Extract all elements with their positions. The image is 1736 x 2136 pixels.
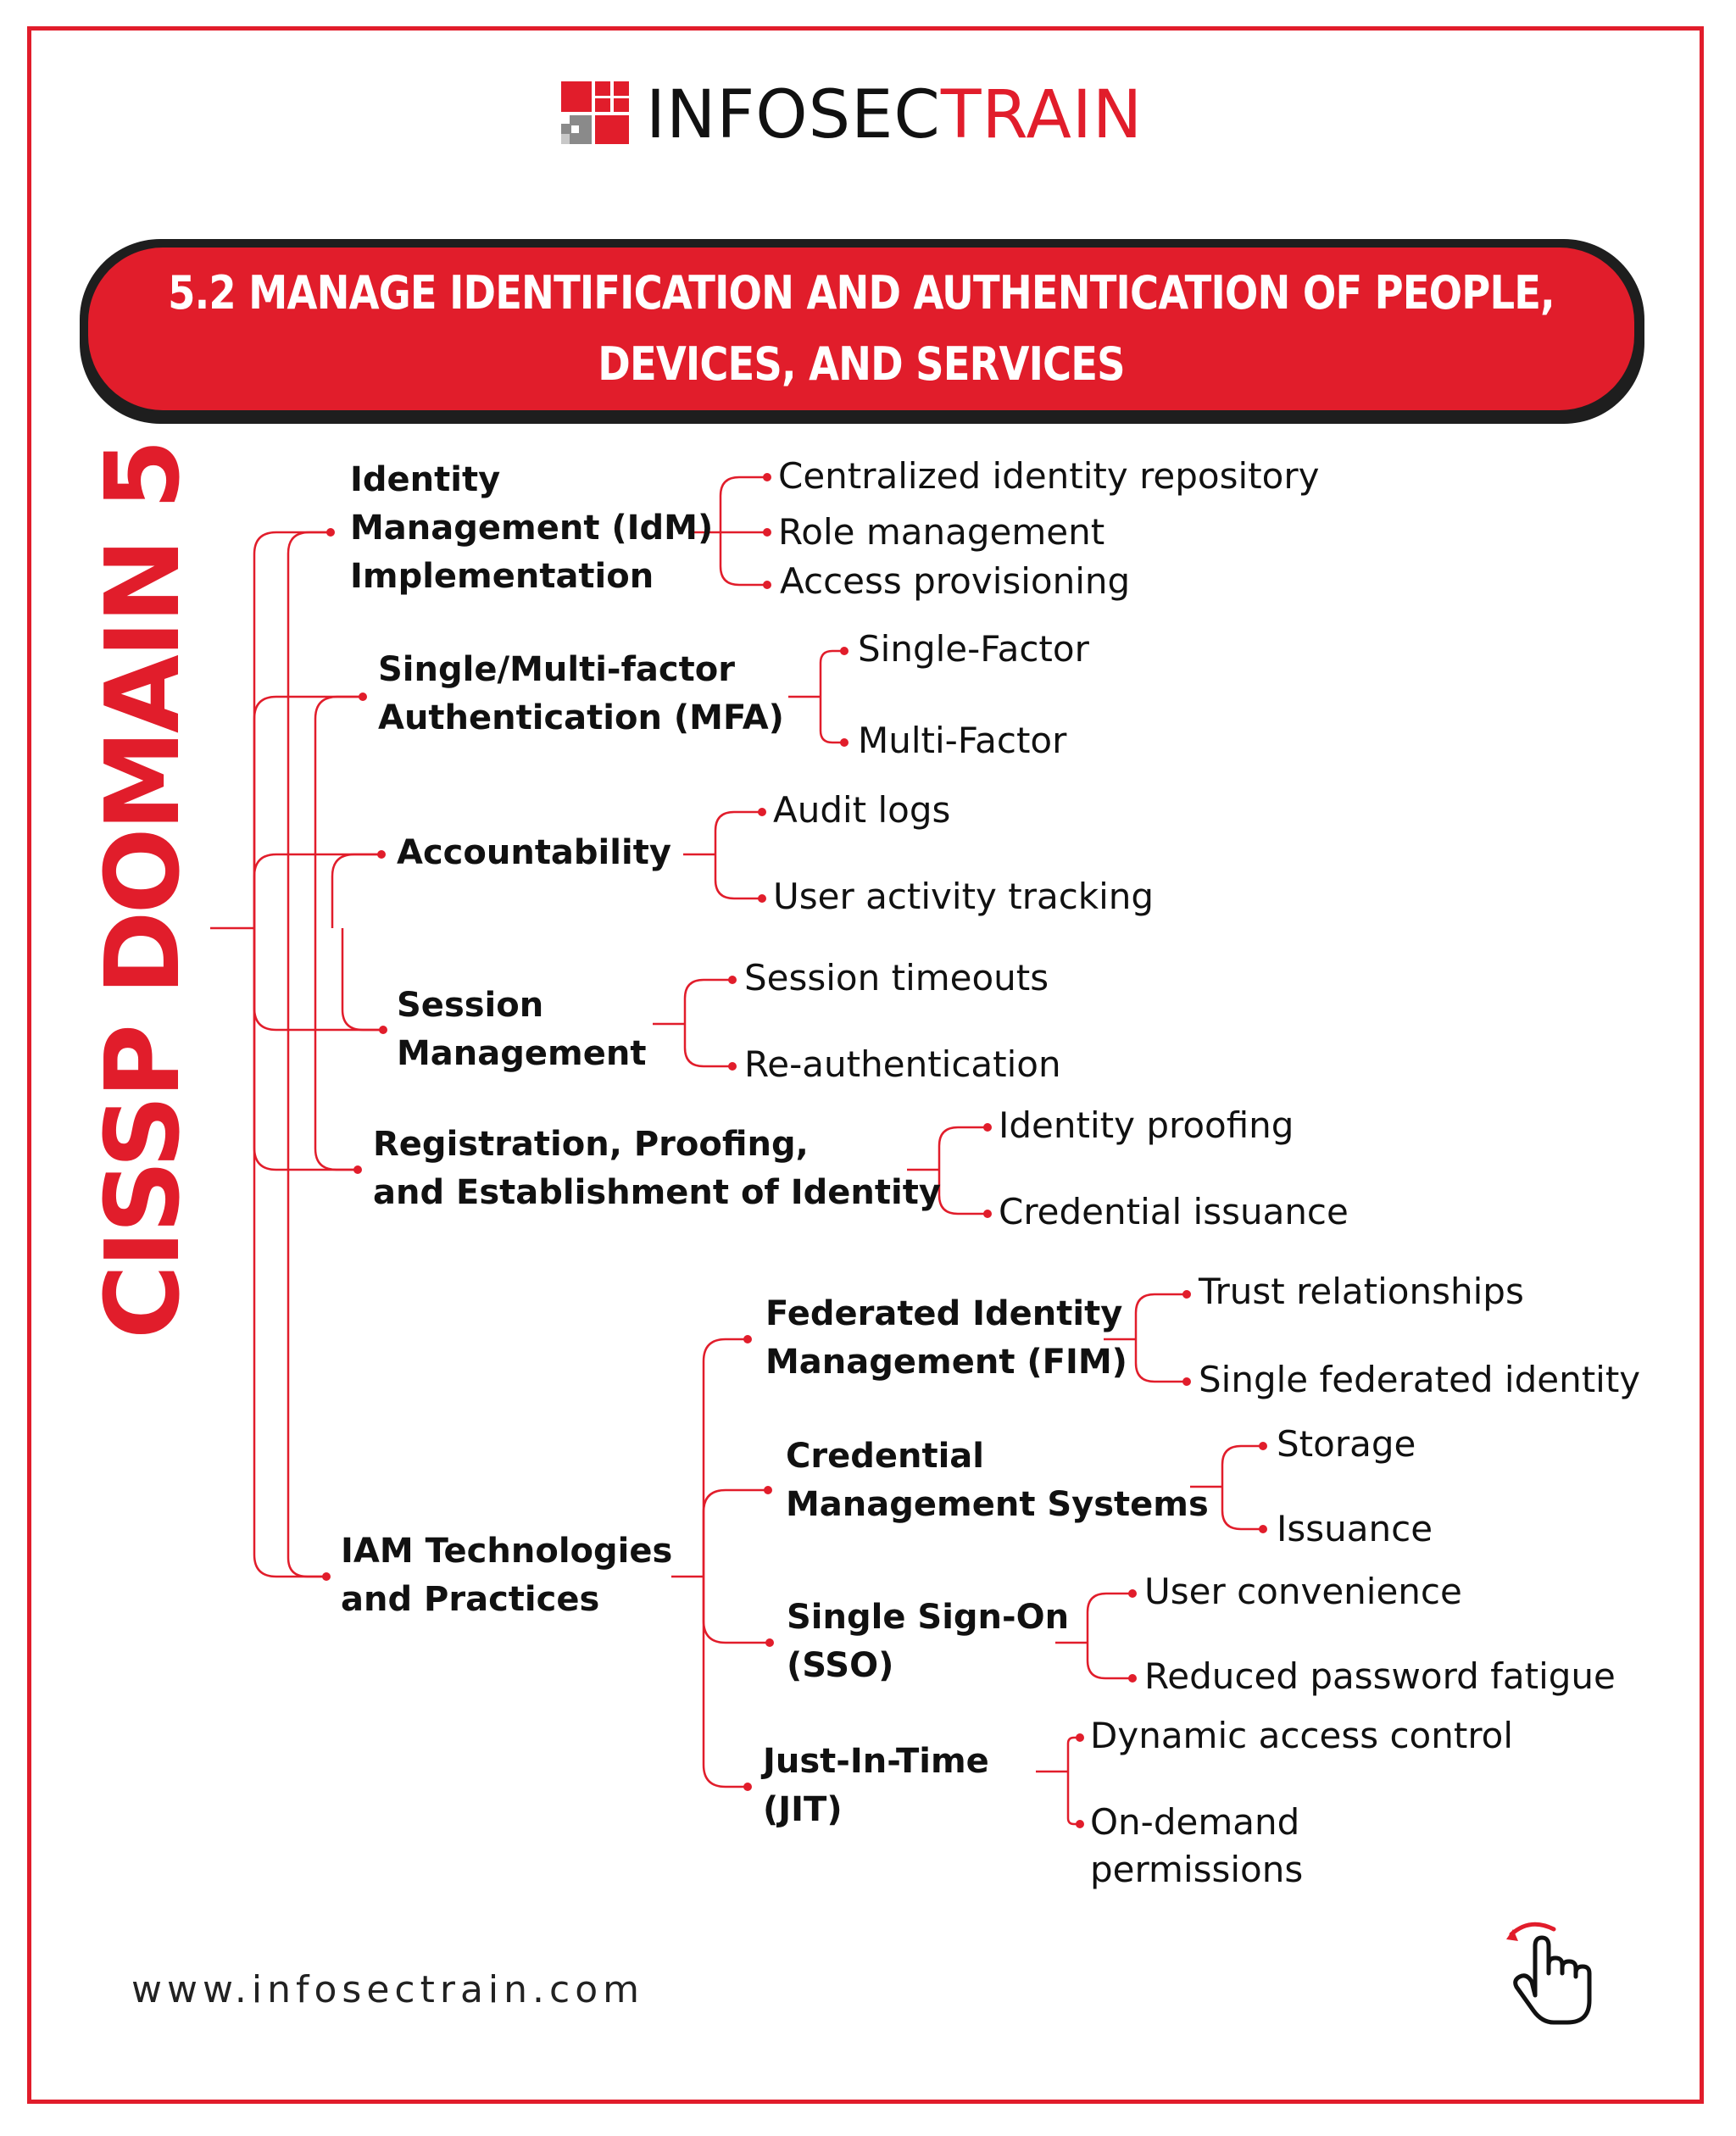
- subtopic-3-bracket-node-dot: [1076, 1733, 1084, 1742]
- topic-3-bracket-branch: [685, 980, 732, 1024]
- leaf-item: User activity tracking: [773, 876, 1155, 917]
- subtopic-3-bracket-branch: [1068, 1772, 1080, 1824]
- subtopic-2-bracket-branch: [1088, 1594, 1132, 1643]
- leaf-item: Centralized identity repository: [778, 455, 1320, 497]
- topic-4-bracket-branch: [939, 1170, 988, 1214]
- leaf-item: Storage: [1277, 1423, 1416, 1465]
- topic-0-bracket-node-dot: [763, 473, 771, 481]
- root-branch-inner: [332, 854, 381, 928]
- topic-4-bracket-branch: [939, 1127, 988, 1170]
- topic-label: [341, 1527, 672, 1624]
- leaf-item: Multi-Factor: [858, 720, 1067, 761]
- subtopic-label-line: Federated Identity: [765, 1294, 1123, 1333]
- subtopic-label: [786, 1432, 1209, 1529]
- subtopic-1-bracket-node-dot: [1259, 1442, 1267, 1450]
- brand-name-part1: INFOSEC: [646, 77, 941, 153]
- topic-1-bracket-branch: [821, 651, 844, 697]
- topic-label-line: Management: [397, 1034, 647, 1073]
- leaf-item: Single federated identity: [1199, 1359, 1641, 1400]
- topic-label: [350, 456, 713, 601]
- topic-label-line: Registration, Proofing,: [373, 1125, 809, 1164]
- leaf-item: Trust relationships: [1199, 1271, 1524, 1312]
- root-branch-inner: [288, 532, 331, 928]
- iam-bracket-node-dot: [764, 1486, 772, 1494]
- topic-1-bracket-branch: [821, 697, 844, 743]
- topic-0-bracket-branch: [721, 477, 767, 532]
- topic-2-bracket-branch: [715, 812, 762, 854]
- iam-bracket-branch: [704, 1577, 770, 1643]
- subtopic-1-bracket-branch: [1222, 1487, 1263, 1529]
- topic-3-bracket-node-dot: [728, 1062, 737, 1071]
- topic-label: [373, 1121, 941, 1217]
- topic-label: [378, 646, 784, 743]
- topic-0-bracket-node-dot: [763, 528, 771, 537]
- topic-2-bracket-node-dot: [758, 894, 766, 903]
- subtopic-label-line: (JIT): [763, 1790, 843, 1829]
- root-branch-inner: [342, 928, 383, 1030]
- topic-label-line: Single/Multi-factor: [378, 650, 735, 689]
- root-branch-inner: [288, 928, 326, 1577]
- tap-hand-icon: [1505, 1917, 1598, 2028]
- topic-3-bracket-node-dot: [728, 976, 737, 984]
- subtopic-2-bracket-branch: [1088, 1643, 1132, 1678]
- subtopic-1-bracket-node-dot: [1259, 1525, 1267, 1533]
- leaf-item: Role management: [778, 511, 1105, 553]
- brand-name-part2: TRAIN: [940, 77, 1143, 153]
- topic-label-line: Session: [397, 986, 544, 1025]
- vertical-domain-title: CISSP DOMAIN 5: [85, 442, 203, 1339]
- topic-label-line: Accountability: [397, 833, 671, 872]
- leaf-item: Audit logs: [773, 789, 951, 831]
- page-title-line2: DEVICES, AND SERVICES: [598, 337, 1125, 391]
- iam-bracket-node-dot: [743, 1783, 752, 1791]
- iam-bracket-node-dot: [765, 1638, 774, 1647]
- leaf-item: Dynamic access control: [1090, 1715, 1514, 1756]
- topic-label-line: Implementation: [350, 557, 654, 596]
- iam-bracket-node-dot: [743, 1335, 752, 1343]
- subtopic-2-bracket-node-dot: [1128, 1589, 1137, 1598]
- topic-label-line: Management (IdM): [350, 509, 714, 548]
- subtopic-0-bracket-node-dot: [1182, 1377, 1191, 1386]
- topic-2-bracket-branch: [715, 854, 762, 898]
- leaf-item: Credential issuance: [999, 1191, 1349, 1232]
- topic-label: [397, 829, 671, 877]
- leaf-item: Reduced password fatigue: [1144, 1655, 1616, 1697]
- topic-3-bracket-branch: [685, 1024, 732, 1066]
- leaf-item: Re-authentication: [744, 1043, 1061, 1085]
- root-branch: [254, 532, 331, 928]
- root-branch-inner: [315, 697, 363, 928]
- subtopic-label: [763, 1738, 989, 1834]
- topic-label-line: Identity: [350, 460, 501, 499]
- subtopic-3-bracket-node-dot: [1076, 1820, 1084, 1828]
- topic-4-bracket-node-dot: [983, 1123, 992, 1132]
- topic-2-bracket-node-dot: [758, 808, 766, 816]
- leaf-item: Session timeouts: [744, 957, 1049, 998]
- subtopic-0-bracket-branch: [1136, 1294, 1187, 1339]
- iam-bracket-branch: [704, 1577, 748, 1787]
- subtopic-label-line: (SSO): [787, 1646, 894, 1685]
- topic-label-line: and Establishment of Identity: [373, 1173, 941, 1212]
- website-url[interactable]: www.infosectrain.com: [131, 1968, 644, 2011]
- leaf-item: On-demand permissions: [1090, 1801, 1304, 1890]
- topic-4-bracket-node-dot: [983, 1210, 992, 1218]
- topic-label-line: and Practices: [341, 1580, 600, 1619]
- subtopic-label-line: Credential: [786, 1437, 984, 1476]
- subtopic-label-line: Just-In-Time: [763, 1742, 989, 1781]
- root-branch: [254, 928, 383, 1030]
- subtopic-label: [765, 1290, 1127, 1387]
- root-branch: [254, 854, 381, 928]
- topic-0-bracket-node-dot: [763, 581, 771, 589]
- subtopic-1-bracket-branch: [1222, 1446, 1263, 1487]
- iam-bracket-branch: [704, 1490, 768, 1577]
- leaf-item: Issuance: [1277, 1508, 1433, 1549]
- topic-1-bracket-node-dot: [840, 647, 849, 655]
- topic-label-line: Authentication (MFA): [378, 698, 784, 737]
- topic-0-bracket-branch: [721, 532, 767, 585]
- leaf-item: Single-Factor: [858, 628, 1089, 670]
- subtopic-3-bracket-branch: [1068, 1738, 1080, 1772]
- topic-label-line: IAM Technologies: [341, 1532, 673, 1571]
- page-title-line1: 5.2 MANAGE IDENTIFICATION AND AUTHENTICATION OF PEOPLE,: [168, 266, 1555, 320]
- subtopic-label-line: Management Systems: [786, 1485, 1209, 1524]
- root-branch-inner: [315, 928, 358, 1170]
- subtopic-label-line: Single Sign-On: [787, 1598, 1070, 1637]
- leaf-item: Identity proofing: [999, 1104, 1294, 1146]
- topic-1-bracket-node-dot: [840, 738, 849, 747]
- iam-bracket-branch: [704, 1339, 748, 1577]
- subtopic-label-line: Management (FIM): [765, 1343, 1127, 1382]
- leaf-item: User convenience: [1144, 1571, 1462, 1612]
- leaf-item: Access provisioning: [780, 560, 1131, 602]
- subtopic-2-bracket-node-dot: [1128, 1674, 1137, 1683]
- subtopic-0-bracket-branch: [1136, 1339, 1187, 1382]
- subtopic-label: [787, 1594, 1069, 1690]
- subtopic-0-bracket-node-dot: [1182, 1290, 1191, 1299]
- topic-label: [397, 982, 646, 1078]
- root-branch: [254, 697, 363, 928]
